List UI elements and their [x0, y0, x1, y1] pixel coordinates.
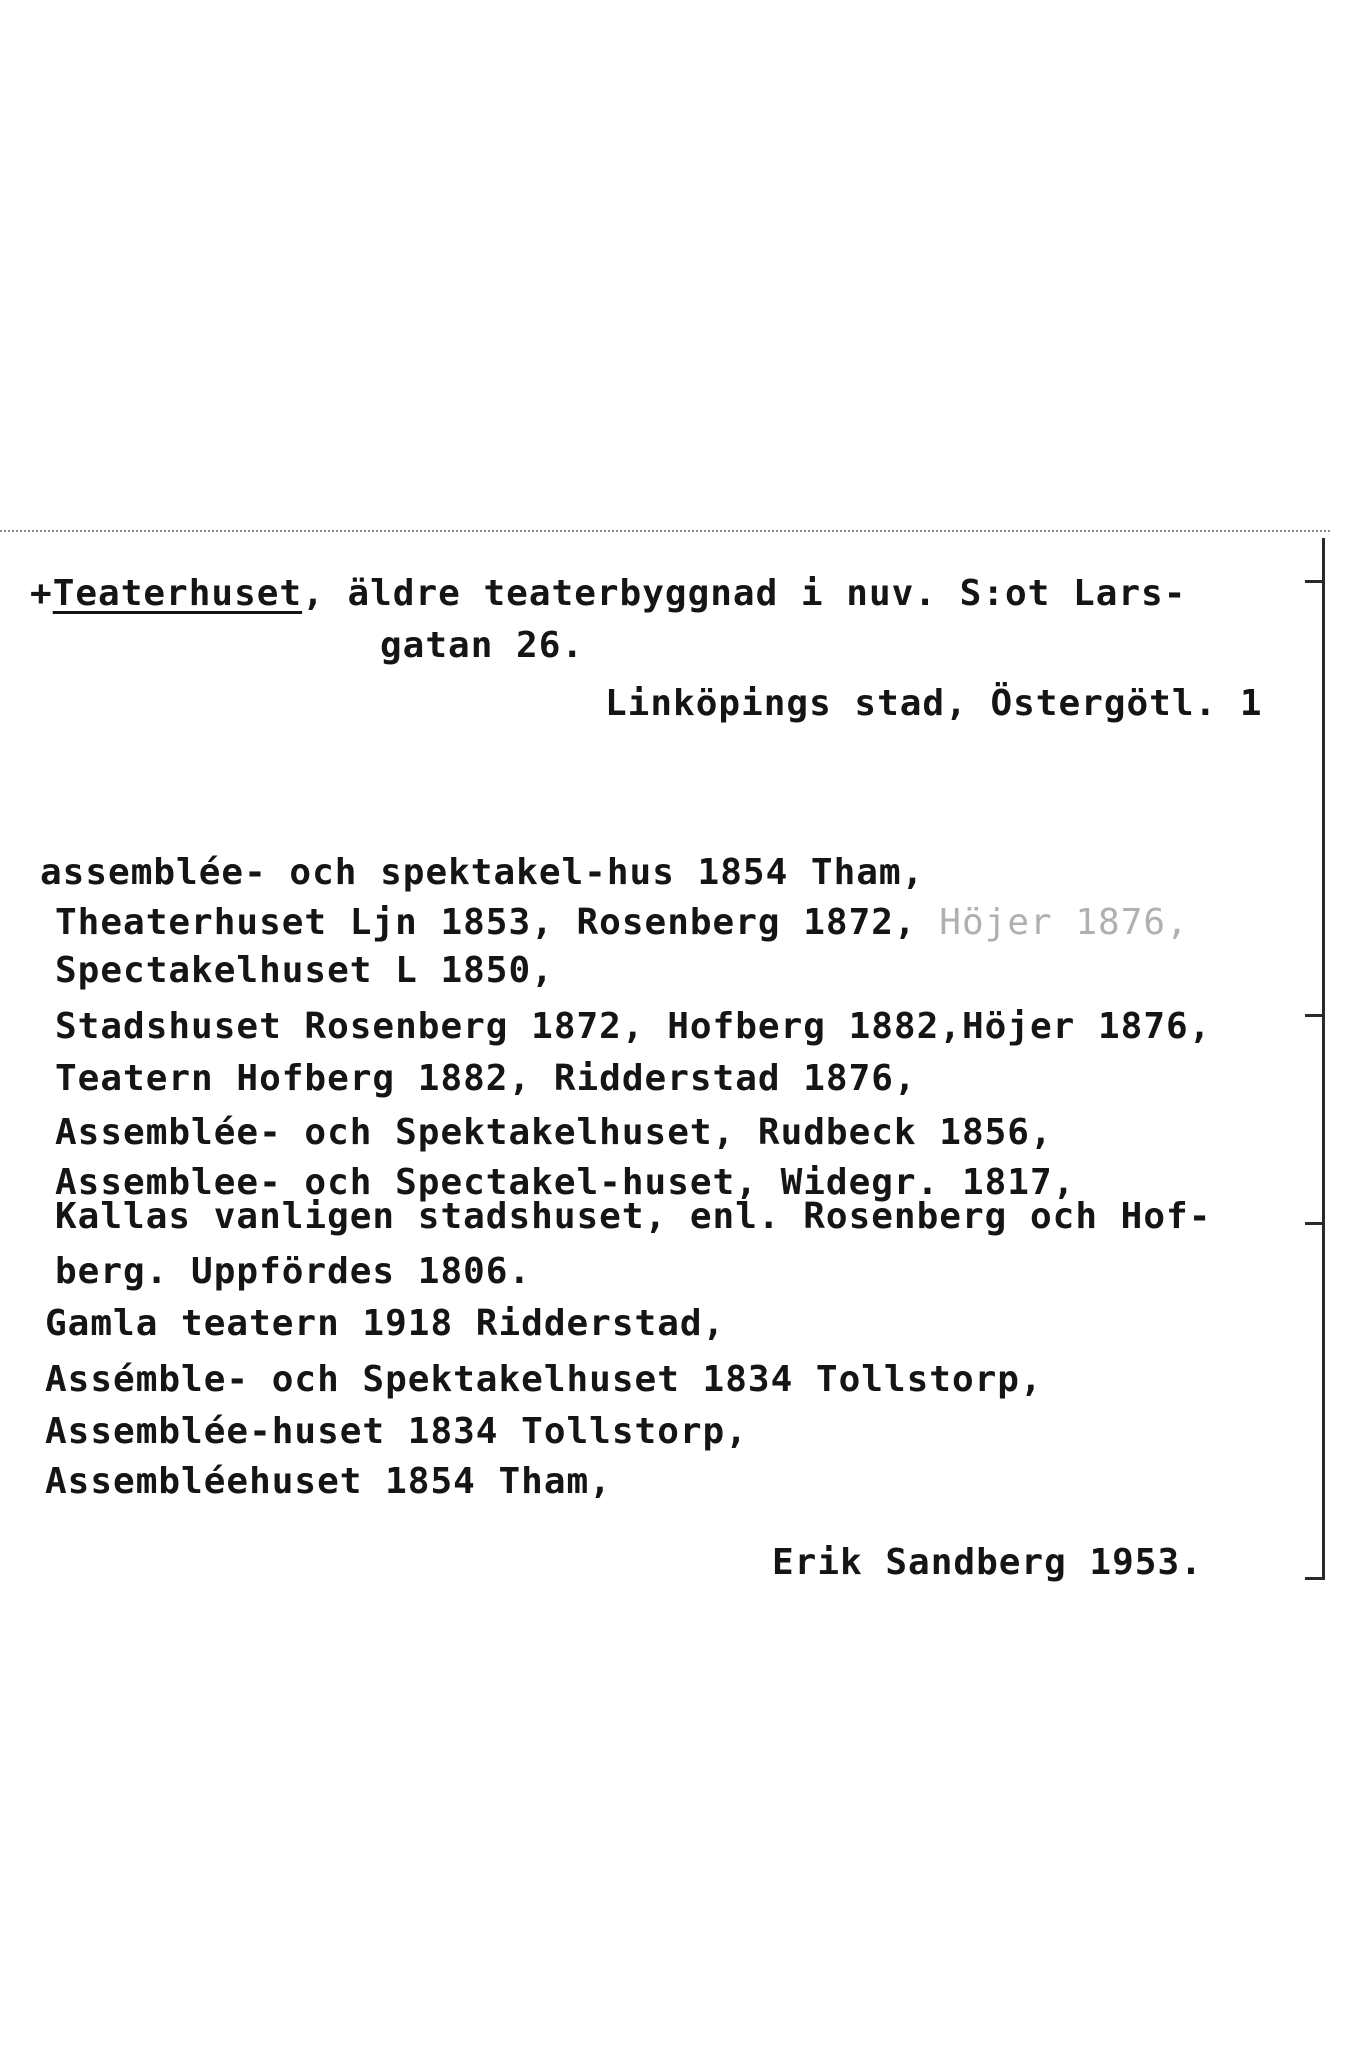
entry-line: Kallas vanligen stadshuset, enl. Rosenberg och Hof- — [55, 1196, 1212, 1237]
location: Linköpings stad, Östergötl. — [605, 683, 1218, 724]
entry-line: berg. Uppfördes 1806. — [55, 1251, 532, 1292]
entry-line: Assembléehuset 1854 Tham, — [45, 1461, 612, 1502]
header-line-3 — [605, 683, 1263, 725]
card-top-border — [0, 530, 1330, 532]
signature: Erik Sandberg 1953. — [772, 1542, 1203, 1583]
border-tick — [1305, 1222, 1325, 1225]
card-number: 1 — [1239, 683, 1263, 724]
entry-line: Teatern Hofberg 1882, Ridderstad 1876, — [55, 1058, 917, 1099]
border-tick — [1305, 1577, 1325, 1580]
header-line-1 — [30, 573, 1186, 615]
entry-line: Theaterhuset Ljn 1853, Rosenberg 1872, Höjer 1876, — [55, 902, 1189, 943]
header-line-2: gatan 26. — [380, 625, 585, 666]
border-tick — [1305, 1014, 1325, 1017]
entry-line: Spectakelhuset L 1850, — [55, 950, 554, 991]
card-right-border — [1322, 538, 1325, 1580]
entry-line: Assemblée-huset 1834 Tollstorp, — [45, 1411, 748, 1452]
entry-line: Assemblee- och Spectakel-huset, Widegr. 1817, — [55, 1162, 1076, 1203]
border-tick — [1305, 580, 1325, 583]
entry-line: Assémble- och Spektakelhuset 1834 Tollstorp, — [45, 1359, 1043, 1400]
entry-line: Stadshuset Rosenberg 1872, Hofberg 1882,Höjer 1876, — [55, 1006, 1212, 1047]
entry-line: Assemblée- och Spektakelhuset, Rudbeck 1856, — [55, 1112, 1053, 1153]
entry-line: assemblée- och spektakel-hus 1854 Tham, — [40, 852, 925, 893]
faint-annotation: Höjer 1876, — [939, 902, 1189, 943]
header-marker: + — [30, 573, 53, 614]
header-description: , äldre teaterbyggnad i nuv. S:ot Lars- — [302, 573, 1187, 614]
entry-line: Gamla teatern 1918 Ridderstad, — [45, 1303, 726, 1344]
headword: Teaterhuset — [52, 573, 303, 614]
